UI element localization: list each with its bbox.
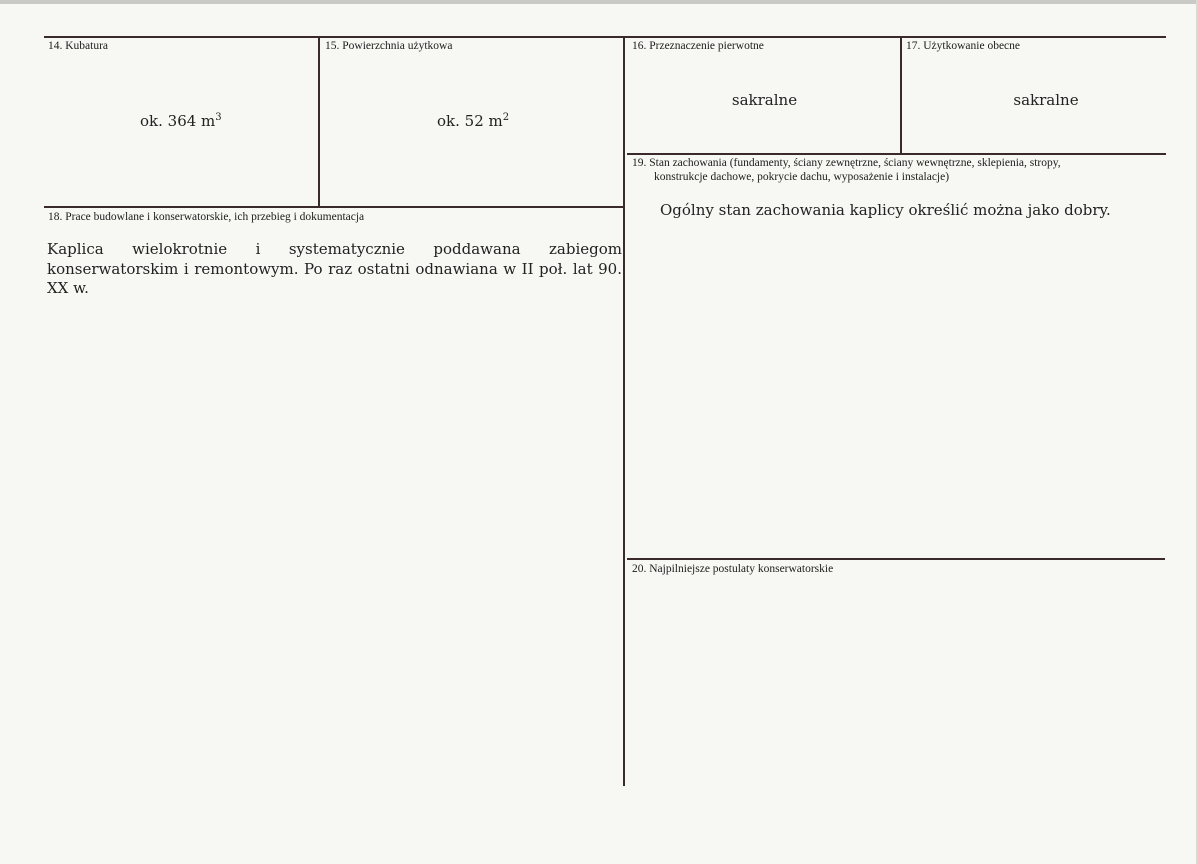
field-19-label-line2: konstrukcje dachowe, pokrycie dachu, wyposażenie i instalacje) — [654, 171, 950, 183]
rule-top-left — [44, 36, 628, 38]
field-19-label-line1: 19. Stan zachowania (fundamenty, ściany zewnętrzne, ściany wewnętrzne, sklepienia, stropy, — [632, 157, 1061, 169]
field-17-value: sakralne — [1013, 91, 1079, 109]
rule-above-19 — [627, 153, 1166, 155]
rule-top-right — [627, 36, 1166, 38]
field-16-value: sakralne — [731, 91, 798, 109]
rule-above-20 — [627, 558, 1165, 560]
field-14-value-text: ok. 364 m — [140, 112, 216, 130]
field-18-value: Kaplica wielokrotnie i systematycznie poddawana zabiegom konserwatorskim i remontowym. Po raz ostatni odnawiana w II poł. lat 90. XX w. — [47, 240, 622, 297]
field-14-unit-exponent: 3 — [215, 112, 222, 123]
field-15-value — [437, 112, 509, 130]
field-15-value-text: ok. 52 m — [437, 112, 503, 130]
rule-above-18 — [44, 206, 625, 208]
field-18-label: 18. Prace budowlane i konserwatorskie, ich przebieg i dokumentacja — [48, 211, 365, 223]
field-14-label: 14. Kubatura — [48, 40, 109, 52]
field-15-unit-exponent: 2 — [502, 112, 510, 123]
field-20-label: 20. Najpilniejsze postulaty konserwatorskie — [632, 563, 834, 575]
field-19-label — [632, 156, 1152, 184]
field-14-value — [140, 112, 222, 130]
rule-v-main — [623, 36, 625, 786]
rule-v-14-15 — [318, 36, 320, 208]
field-17-label: 17. Użytkowanie obecne — [906, 40, 1021, 52]
field-15-label: 15. Powierzchnia użytkowa — [325, 40, 453, 52]
field-16-label: 16. Przeznaczenie pierwotne — [632, 40, 764, 52]
scan-top-edge — [0, 0, 1198, 4]
field-19-value: Ogólny stan zachowania kaplicy określić można jako dobry. — [660, 201, 1111, 219]
